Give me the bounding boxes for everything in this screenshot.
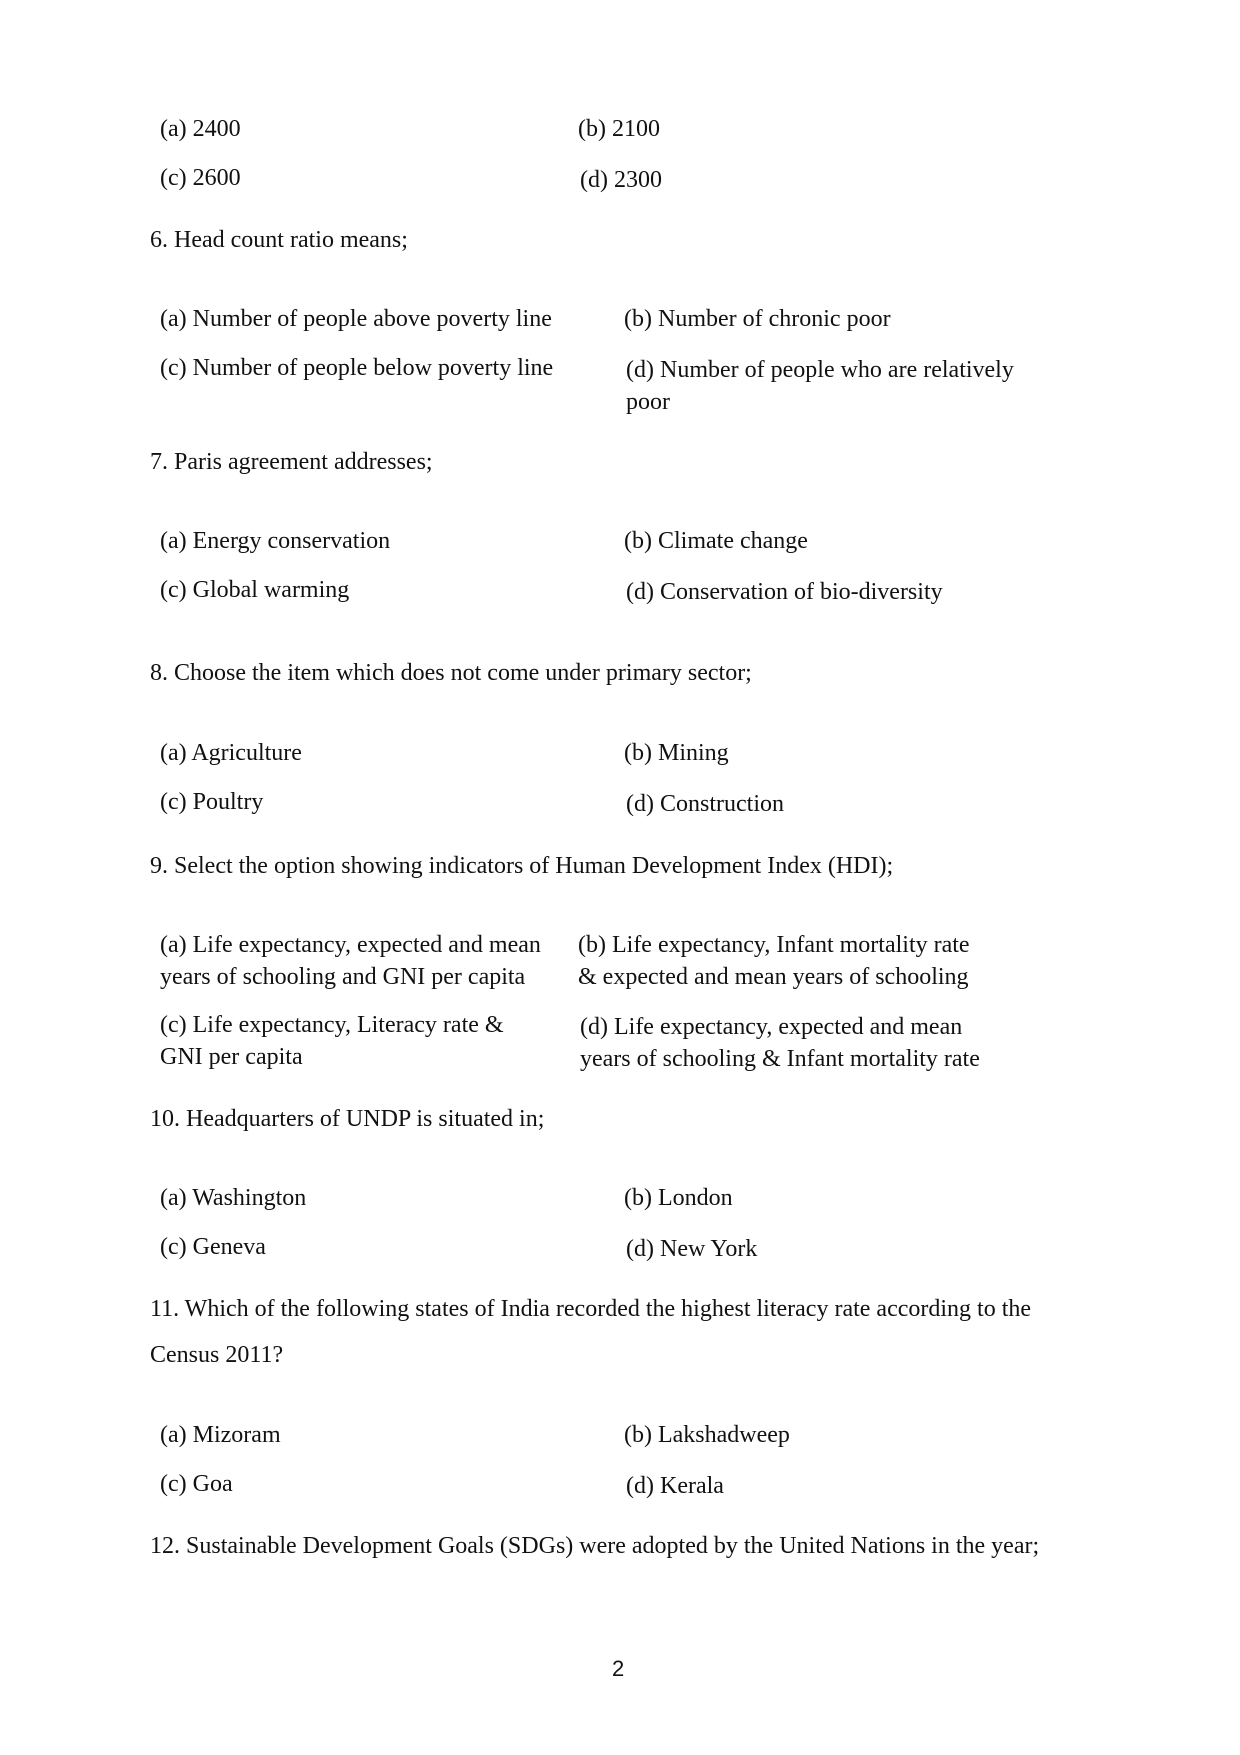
q11-option-d: (d) Kerala bbox=[626, 1473, 724, 1499]
q9-option-b-line1: (b) Life expectancy, Infant mortality rate bbox=[578, 932, 970, 958]
q6-option-b: (b) Number of chronic poor bbox=[624, 306, 891, 332]
q9-option-a-line2: years of schooling and GNI per capita bbox=[160, 964, 526, 990]
q9-option-d-line2: years of schooling & Infant mortality rate bbox=[580, 1046, 980, 1072]
q11-option-b: (b) Lakshadweep bbox=[624, 1422, 790, 1448]
q5-option-c: (c) 2600 bbox=[160, 165, 241, 191]
q7-option-d: (d) Conservation of bio-diversity bbox=[626, 579, 943, 605]
q10-option-d: (d) New York bbox=[626, 1236, 758, 1262]
q7-option-c: (c) Global warming bbox=[160, 577, 350, 603]
q9-option-a-line1: (a) Life expectancy, expected and mean bbox=[160, 932, 541, 958]
q9-option-d-line1: (d) Life expectancy, expected and mean bbox=[580, 1014, 963, 1040]
q12-question: 12. Sustainable Development Goals (SDGs) were adopted by the United Nations in the year; bbox=[150, 1533, 1040, 1559]
q9-option-c-line2: GNI per capita bbox=[160, 1044, 303, 1070]
q9-option-b-line2: & expected and mean years of schooling bbox=[578, 964, 969, 990]
q8-option-c: (c) Poultry bbox=[160, 789, 264, 815]
q5-option-b: (b) 2100 bbox=[578, 116, 660, 142]
q11-question-line1: 11. Which of the following states of India recorded the highest literacy rate according to the bbox=[150, 1296, 1032, 1322]
q8-option-d: (d) Construction bbox=[626, 791, 784, 817]
q6-question: 6. Head count ratio means; bbox=[150, 227, 408, 253]
q8-question: 8. Choose the item which does not come under primary sector; bbox=[150, 660, 752, 686]
q6-option-c: (c) Number of people below poverty line bbox=[160, 355, 554, 381]
q5-option-a: (a) 2400 bbox=[160, 116, 241, 142]
q6-option-a: (a) Number of people above poverty line bbox=[160, 306, 552, 332]
q10-question: 10. Headquarters of UNDP is situated in; bbox=[150, 1106, 545, 1132]
q10-option-b: (b) London bbox=[624, 1185, 733, 1211]
q7-question: 7. Paris agreement addresses; bbox=[150, 449, 433, 475]
q11-option-c: (c) Goa bbox=[160, 1471, 233, 1497]
page-number: 2 bbox=[612, 1656, 625, 1681]
q10-option-a: (a) Washington bbox=[160, 1185, 307, 1211]
q7-option-b: (b) Climate change bbox=[624, 528, 808, 554]
q9-option-c-line1: (c) Life expectancy, Literacy rate & bbox=[160, 1012, 504, 1038]
q6-option-d-line2: poor bbox=[626, 389, 670, 415]
q10-option-c: (c) Geneva bbox=[160, 1234, 266, 1260]
q6-option-d-line1: (d) Number of people who are relatively bbox=[626, 357, 1014, 383]
q5-option-d: (d) 2300 bbox=[580, 167, 662, 193]
q11-question-line2: Census 2011? bbox=[150, 1342, 284, 1368]
q8-option-a: (a) Agriculture bbox=[160, 740, 302, 766]
q7-option-a: (a) Energy conservation bbox=[160, 528, 391, 554]
q9-question: 9. Select the option showing indicators of Human Development Index (HDI); bbox=[150, 853, 894, 879]
q11-option-a: (a) Mizoram bbox=[160, 1422, 281, 1448]
q8-option-b: (b) Mining bbox=[624, 740, 729, 766]
